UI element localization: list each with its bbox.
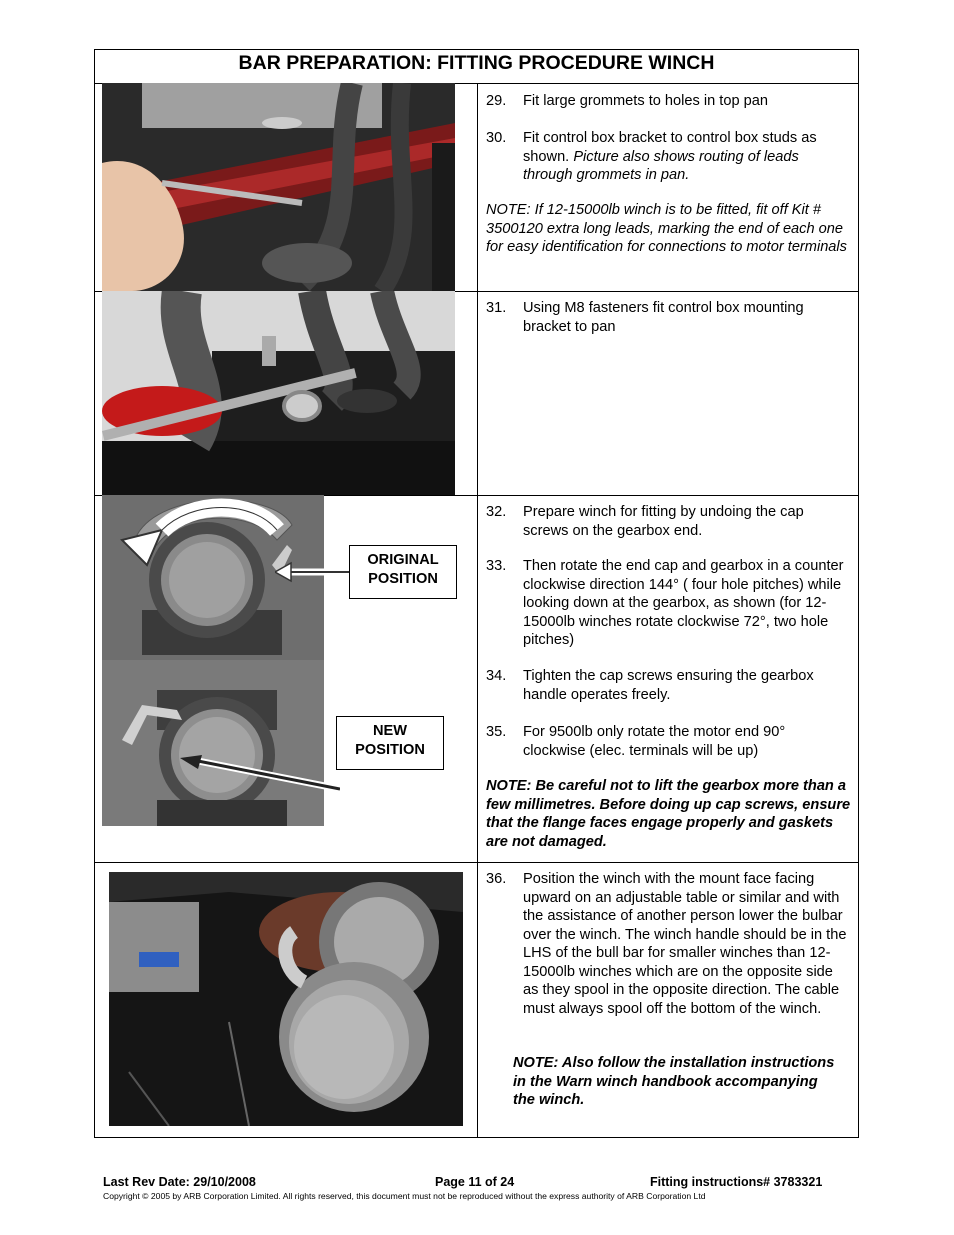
photo-cell [95,495,478,862]
footer-doc-number: Fitting instructions# 3783321 [650,1175,823,1189]
step-31: 31. Using M8 fasteners fit control box mounting bracket to pan [486,300,804,335]
footer-page-number: Page 11 of 24 [435,1175,515,1189]
step-row-32-35 [95,495,858,863]
step-32: 32. Prepare winch for fitting by undoing the cap screws on the gearbox end. [486,504,804,539]
text-cell [478,862,858,1137]
step-row-31 [95,291,858,496]
step-row-29-30 [95,83,858,292]
photo-cell [95,862,478,1137]
step-34: 34. Tighten the cap screws ensuring the gearbox handle operates freely. [486,668,814,703]
instruction-table [94,49,859,1138]
arrow-new-icon [180,755,340,795]
note-warn-handbook: NOTE: Also follow the installation instructions in the Warn winch handbook accompanying the winch. [513,1055,835,1108]
step-29: 29. Fit large grommets to holes in top pan [486,93,768,109]
photo-bracket [102,291,455,495]
text-cell [478,83,858,291]
photo-gearbox-new [102,660,324,826]
photo-cell [95,83,478,291]
label-new-position: NEW POSITION [336,716,444,770]
step-36: 36. Position the winch with the mount face facing upward on an adjustable table or similar and with the assistance of another person lower the bulbar over the winch. The winch handle should be in the LHS of the bull bar for smaller winches than 12-15000lb winches which are on the opposite side as they spool in the opposite direction. The cable must always spool off the bottom of the winch. [486,871,847,1017]
step-35: 35. For 9500lb only rotate the motor end 90° clockwise (elec. terminals will be up) [486,724,786,759]
arrow-original-icon [275,557,350,587]
photo-winch-bullbar [109,872,463,1126]
note-extra-leads: NOTE: If 12-15000lb winch is to be fitted, fit off Kit # 3500120 extra long leads, marking the end of each one for easy identification for connections to motor terminals [486,202,847,255]
step-30: 30. Fit control box bracket to control box studs as shown. Picture also shows routing of leads through grommets in pan. [486,130,817,183]
step-row-36 [95,862,858,1137]
photo-grommets [102,83,455,291]
footer-copyright: Copyright © 2005 by ARB Corporation Limited. All rights reserved, this document must not be reproduced without the express authority of ARB Corporation Ltd [103,1191,706,1201]
text-cell [478,495,858,862]
text-cell [478,291,858,495]
step-33: 33. Then rotate the end cap and gearbox in a counter clockwise direction 144° ( four hole pitches) while looking down at the gearbox, as shown (for 12-15000lb winches rotate clockwise 72°, two hole pitches) [486,558,844,648]
photo-cell [95,291,478,495]
note-careful-gearbox: NOTE: Be careful not to lift the gearbox more than a few millimetres. Before doing up cap screws, ensure that the flange faces engage properly and gaskets are not damaged. [486,778,851,850]
page-title: BAR PREPARATION: FITTING PROCEDURE WINCH [95,50,858,84]
label-original-position: ORIGINAL POSITION [349,545,457,599]
footer-rev-date: Last Rev Date: 29/10/2008 [103,1175,256,1189]
